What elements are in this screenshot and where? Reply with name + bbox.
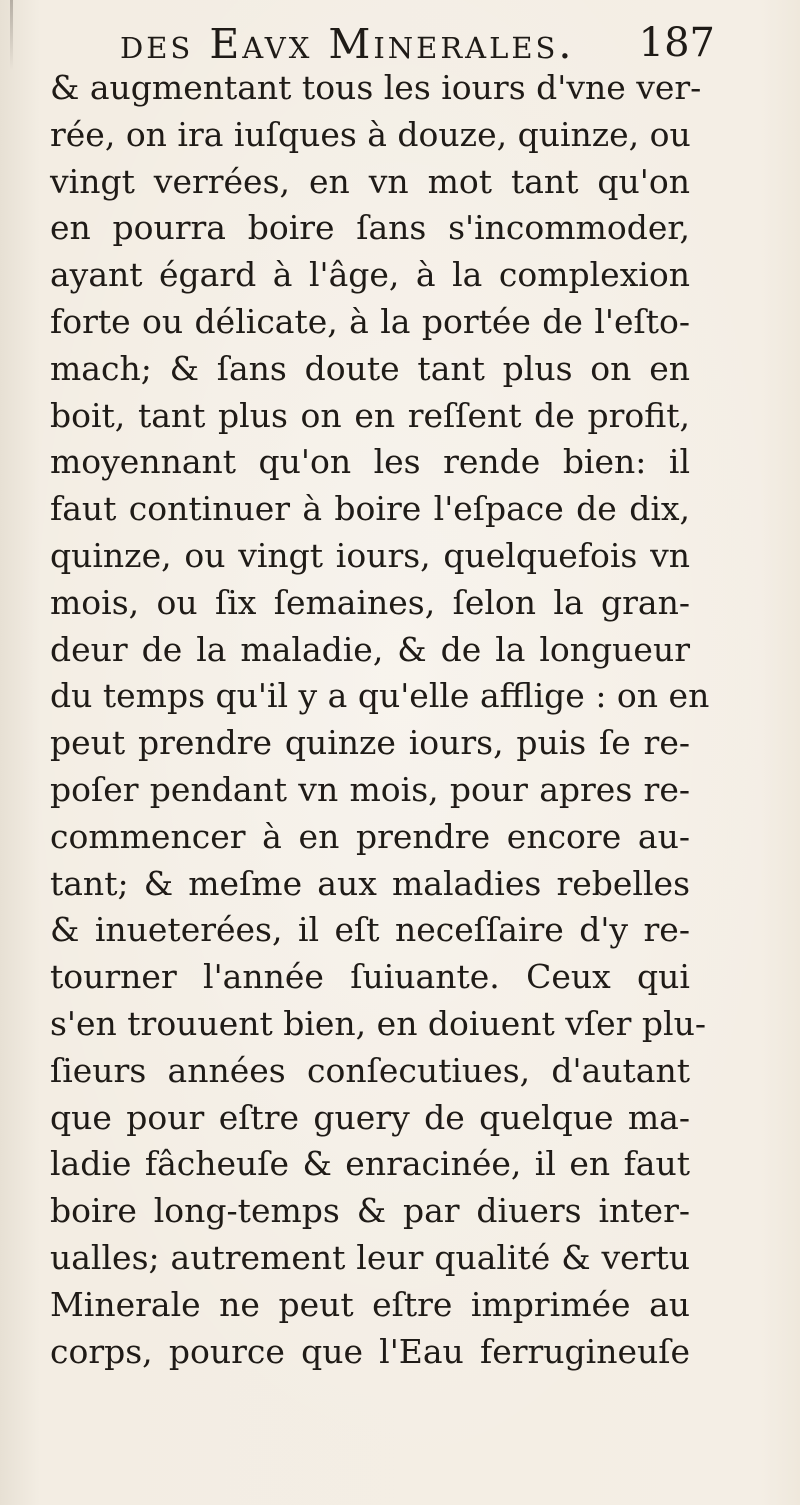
- text-line: peut prendre quinze iours, puis ſe re-: [50, 723, 690, 763]
- gutter-shadow: [10, 0, 13, 70]
- text-line: corps, pource que l'Eau ferrugineuſe: [50, 1331, 690, 1371]
- text-line: tourner l'année ſuiuante. Ceux qui: [50, 957, 690, 997]
- text-line: & augmentant tous les iours d'vne ver-: [50, 68, 702, 107]
- text-line: rée, on ira iuſques à douze, quinze, ou: [50, 114, 691, 154]
- text-line: mach; & ſans doute tant plus on en: [50, 348, 690, 388]
- text-line: en pourra boire ſans s'incommoder,: [50, 208, 690, 248]
- text-line: boire long-temps & par diuers inter-: [50, 1191, 690, 1231]
- text-line: que pour eſtre guery de quelque ma-: [50, 1097, 690, 1137]
- text-line: & inueterées, il eſt neceſſaire d'y re-: [50, 910, 690, 950]
- page-number: 187: [638, 20, 715, 66]
- text-line: du temps qu'il y a qu'elle afflige : on en: [50, 676, 710, 716]
- text-line: forte ou délicate, à la portée de l'eſto-: [50, 301, 690, 341]
- text-line: commencer à en prendre encore au-: [50, 816, 690, 856]
- text-line: Minerale ne peut eſtre imprimée au: [50, 1284, 690, 1324]
- running-head-title: des Eavx Minerales.: [120, 20, 575, 68]
- body-text: [50, 65, 710, 1375]
- text-line: quinze, ou vingt iours, quelquefois vn: [50, 535, 690, 575]
- text-line: ualles; autrement leur qualité & vertu: [50, 1237, 690, 1277]
- text-line: vingt verrées, en vn mot tant qu'on: [50, 161, 690, 201]
- text-line: s'en trouuent bien, en doiuent vſer plu-: [50, 1003, 707, 1043]
- text-line: poſer pendant vn mois, pour apres re-: [50, 769, 690, 809]
- text-line: ayant égard à l'âge, à la complexion: [50, 255, 690, 295]
- text-line: deur de la maladie, & de la longueur: [50, 629, 690, 669]
- text-line: tant; & meſme aux maladies rebelles: [50, 863, 690, 903]
- text-line: boit, tant plus on en reſſent de profit,: [50, 395, 690, 435]
- text-line: ladie fâcheuſe & enracinée, il en faut: [50, 1144, 690, 1184]
- text-line: mois, ou ſix ſemaines, ſelon la gran-: [50, 582, 690, 622]
- text-line: moyennant qu'on les rende bien: il: [50, 442, 690, 482]
- text-line: ſieurs années conſecutiues, d'autant: [50, 1050, 690, 1090]
- text-line: faut continuer à boire l'eſpace de dix,: [50, 489, 690, 529]
